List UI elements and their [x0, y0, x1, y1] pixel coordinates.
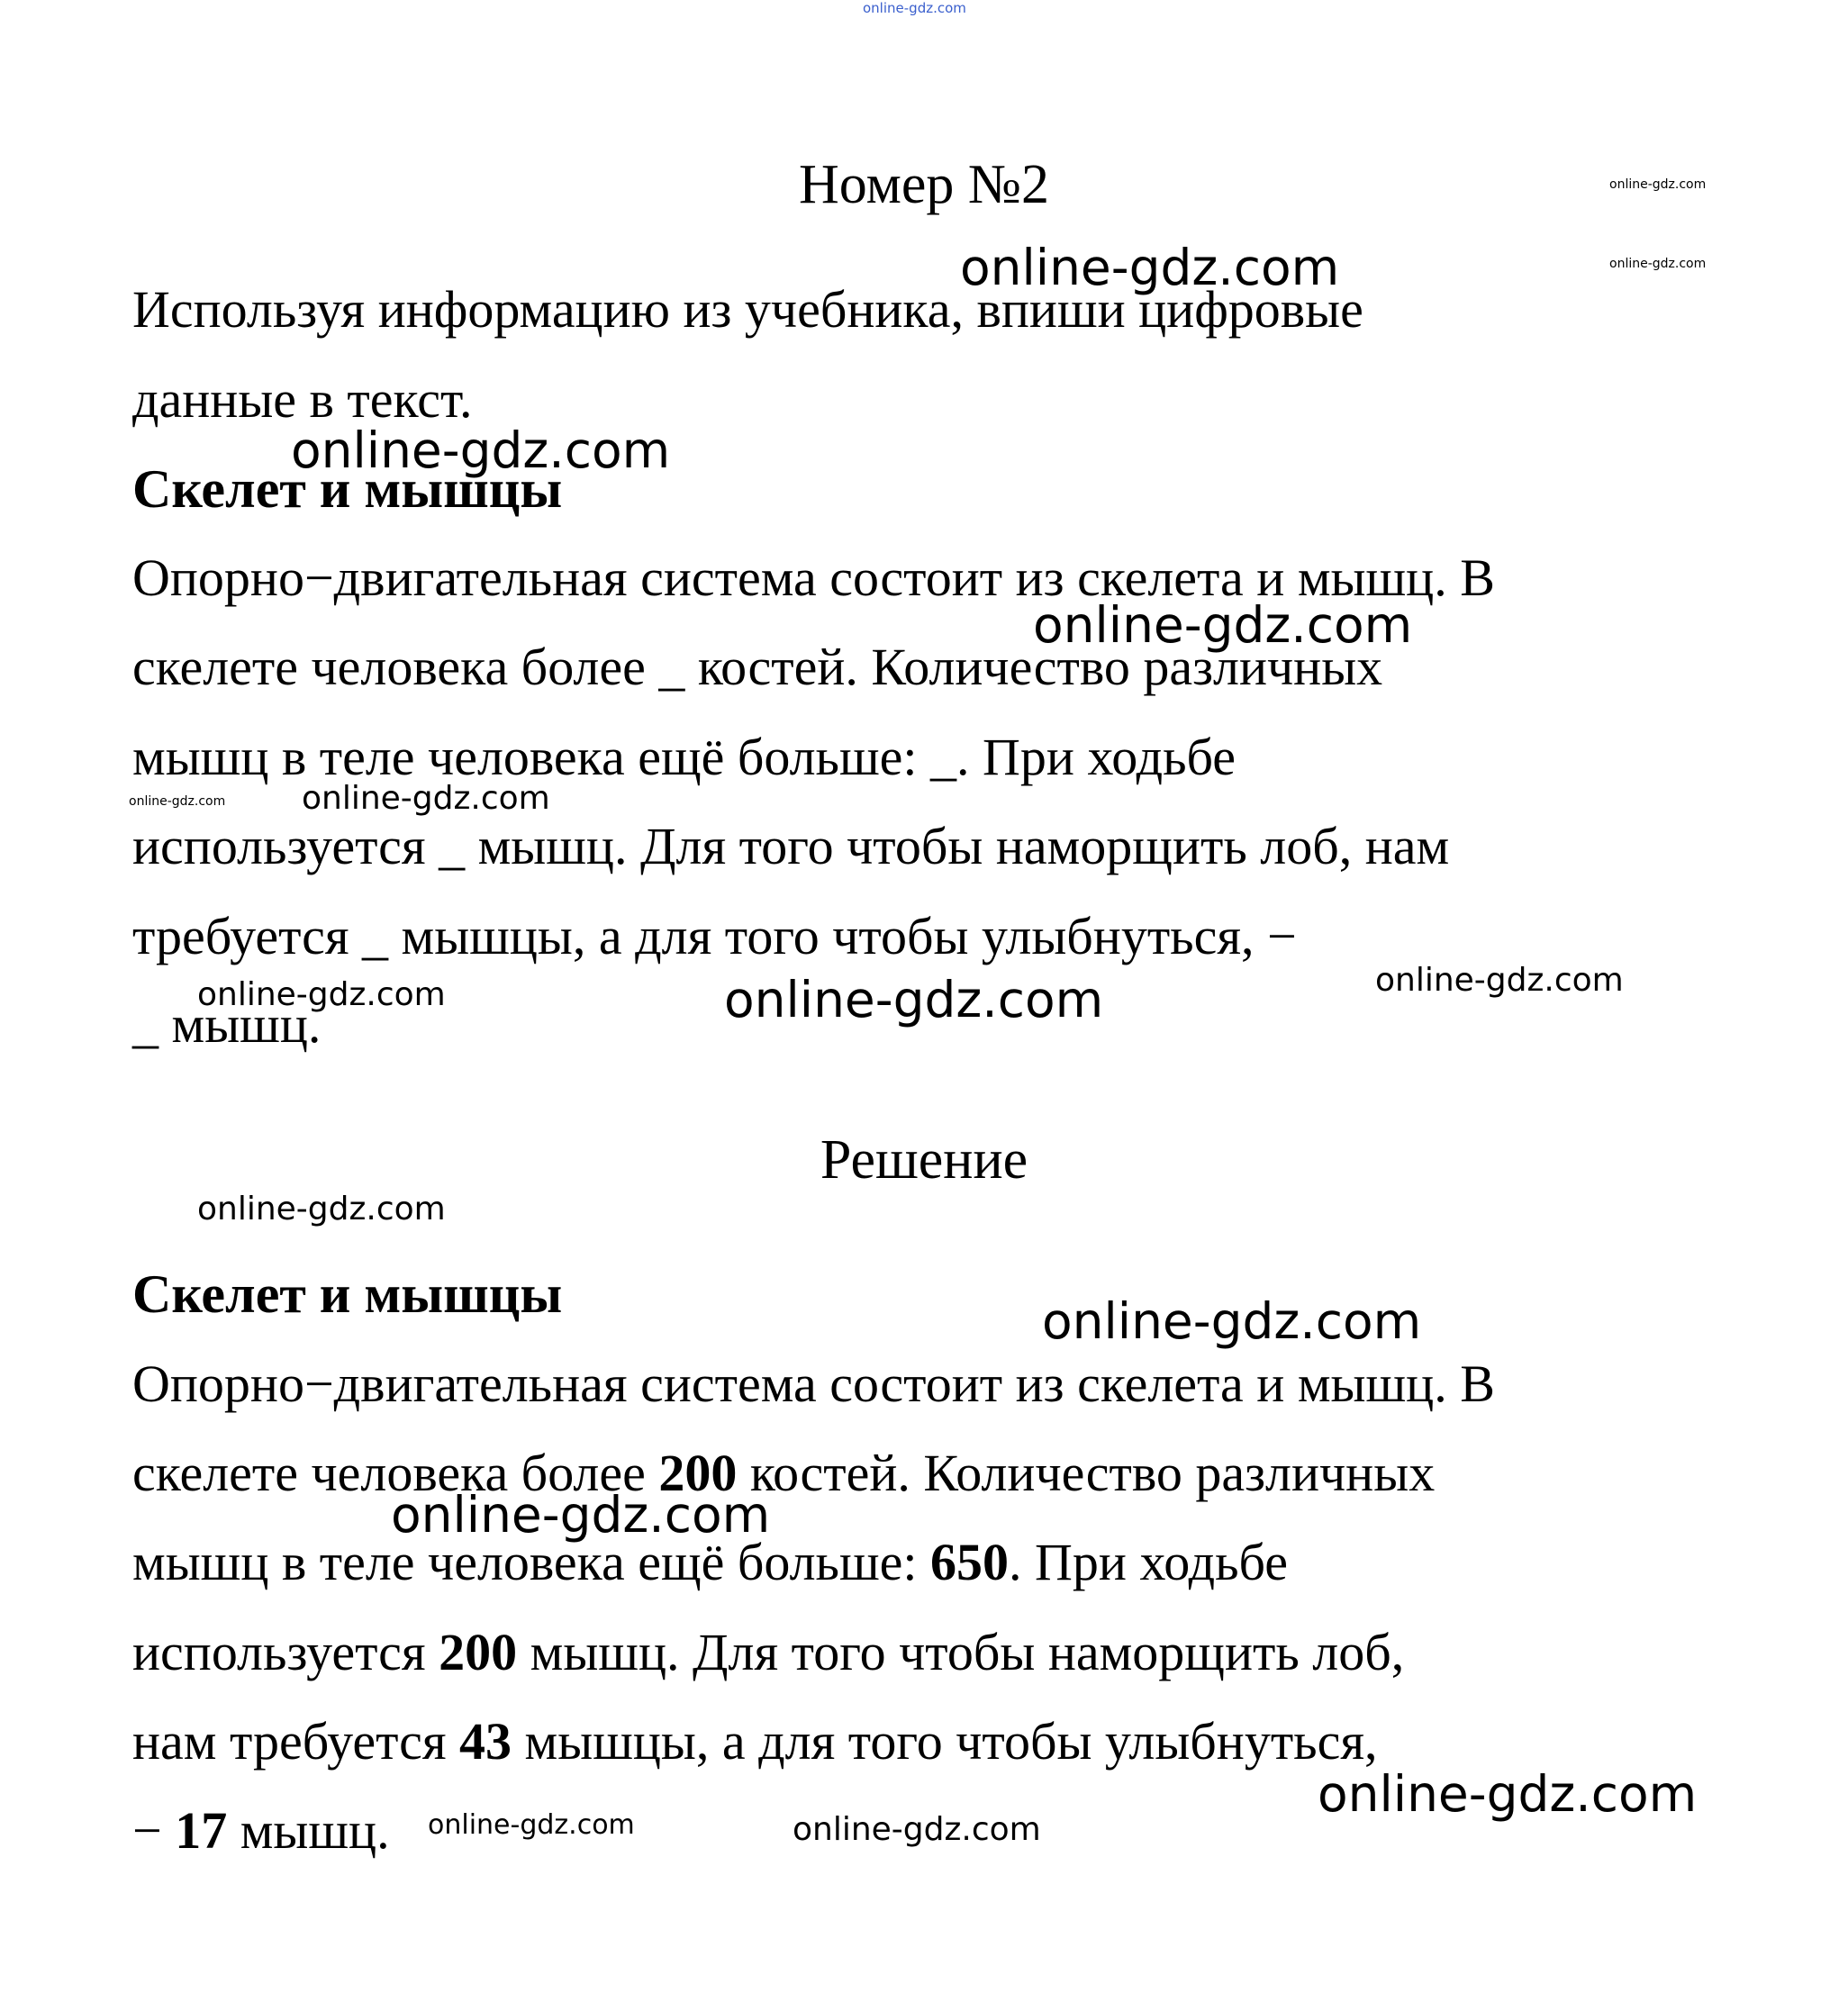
watermark: online-gdz.com — [1318, 1765, 1698, 1823]
solution-text-line: − 17 мышц. — [132, 1801, 390, 1860]
solution-text-line: Опорно−двигательная система состоит из скелета и мышц. В — [132, 1354, 1495, 1413]
watermark: online-gdz.com — [1033, 596, 1413, 654]
task-text-line: _ мышц. — [132, 995, 322, 1054]
watermark: online-gdz.com — [428, 1809, 635, 1841]
watermark: online-gdz.com — [1609, 257, 1707, 271]
watermark: online-gdz.com — [863, 0, 966, 16]
solution-text-line: мышц в теле человека ещё больше: 650. При ходьбе — [132, 1533, 1289, 1591]
solution-text-line: нам требуется 43 мышцы, а для того чтобы улыбнуться, — [132, 1712, 1378, 1771]
task-text-line: требуется _ мышцы, а для того чтобы улыбнуться, − — [132, 907, 1297, 965]
watermark: online-gdz.com — [291, 421, 671, 479]
answer-value: 650 — [930, 1533, 1010, 1591]
page-title: Номер №2 — [798, 154, 1049, 215]
watermark: online-gdz.com — [1609, 177, 1707, 192]
solution-text-line: используется 200 мышц. Для того чтобы наморщить лоб, — [132, 1623, 1405, 1681]
task-text-line: мышц в теле человека ещё больше: _. При ходьбе — [132, 728, 1237, 786]
solution-title: Решение — [820, 1129, 1028, 1191]
watermark: online-gdz.com — [1375, 962, 1624, 999]
task-instruction: Используя информацию из учебника, впиши цифровые — [132, 280, 1363, 339]
watermark: online-gdz.com — [960, 239, 1340, 296]
answer-value: 43 — [459, 1712, 512, 1771]
answer-value: 17 — [175, 1801, 228, 1860]
task-heading: Скелет и мышцы — [132, 459, 563, 519]
solution-heading: Скелет и мышцы — [132, 1264, 563, 1324]
watermark: online-gdz.com — [391, 1486, 771, 1544]
watermark: online-gdz.com — [197, 976, 446, 1013]
watermark: online-gdz.com — [302, 780, 550, 817]
solution-text-line: скелете человека более 200 костей. Количество различных — [132, 1444, 1436, 1502]
task-instruction: данные в текст. — [132, 370, 473, 429]
watermark: online-gdz.com — [1042, 1292, 1422, 1350]
watermark: online-gdz.com — [724, 971, 1104, 1028]
watermark: online-gdz.com — [793, 1811, 1041, 1848]
answer-value: 200 — [658, 1444, 738, 1502]
watermark: online-gdz.com — [197, 1191, 446, 1227]
task-text-line: скелете человека более _ костей. Количество различных — [132, 638, 1383, 696]
answer-value: 200 — [439, 1623, 518, 1681]
watermark: online-gdz.com — [129, 794, 226, 809]
task-text-line: Опорно−двигательная система состоит из скелета и мышц. В — [132, 548, 1495, 607]
task-text-line: используется _ мышц. Для того чтобы наморщить лоб, нам — [132, 817, 1450, 875]
